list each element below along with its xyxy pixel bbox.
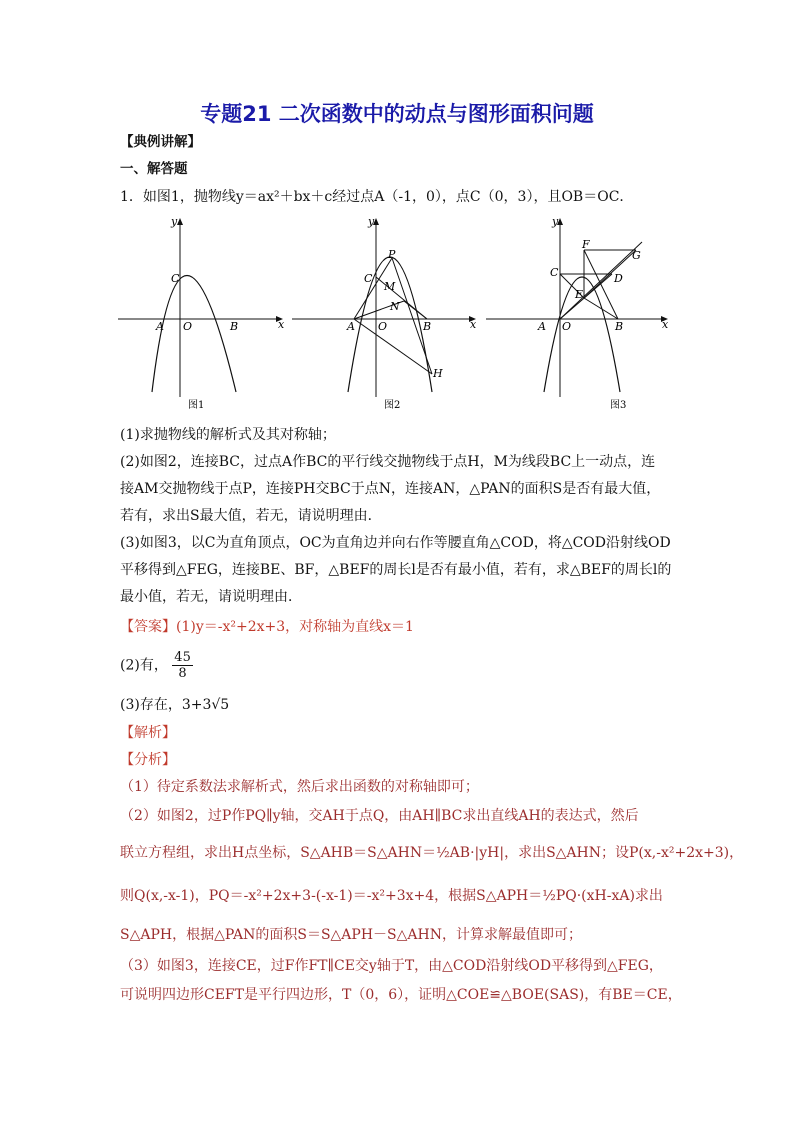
section-example: 【典例讲解】: [120, 134, 201, 150]
question-3-line: 平移得到△FEG，连接BE、BF，△BEF的周长l是否有最小值，若有，求△BEF的周长l的: [120, 562, 672, 578]
question-2-line: 接AM交抛物线于点P，连接PH交BC于点N，连接AN，△PAN的面积S是否有最大值，: [120, 481, 661, 497]
fig2-label: x: [470, 318, 477, 331]
fig3-label: D: [614, 272, 623, 285]
fig2-caption: 图2: [384, 400, 401, 410]
fig2-label: C: [364, 272, 373, 285]
analysis-p2-line: S△APH，根据△PAN的面积S＝S△APH－S△AHN，计算求解最值即可；: [120, 927, 582, 943]
answer-1: (1)y＝-x²+2x+3，对称轴为直线x＝1: [176, 619, 414, 635]
fig2-label: O: [378, 320, 388, 333]
figure-3: [486, 212, 674, 410]
question-2-line: 若有，求出S最大值，若无，请说明理由．: [120, 508, 382, 524]
fig1-label: B: [230, 320, 239, 333]
fig3-label: A: [538, 320, 546, 333]
fig2-label: M: [384, 280, 396, 293]
fig1-label: O: [183, 320, 193, 333]
fig3-label: C: [550, 266, 559, 279]
answer-2-numerator: 45: [174, 650, 191, 665]
question-1: (1)求抛物线的解析式及其对称轴；: [120, 427, 336, 443]
question-2-line: (2)如图2，连接BC，过点A作BC的平行线交抛物线于点H，M为线段BC上一动点，连: [120, 454, 656, 470]
answer-2-prefix: (2)有，: [120, 657, 168, 674]
fig1-label: x: [278, 318, 285, 331]
fig3-caption: 图3: [610, 400, 627, 410]
fig3-label: y: [552, 215, 559, 228]
analysis-p1: （1）待定系数法求解析式，然后求出函数的对称轴即可；: [120, 779, 479, 795]
fig3-label: E: [575, 288, 584, 301]
answer-2-fraction: [172, 650, 193, 681]
fig3-label: B: [615, 320, 624, 333]
fig2-label: y: [368, 215, 375, 228]
figure-1: [118, 212, 290, 410]
analysis-p3-line: 可说明四边形CEFT是平行四边形，T（0，6），证明△COE≌△BOE(SAS)，有BE＝CE，: [120, 987, 682, 1003]
answer-line-1: [120, 616, 414, 636]
problem-stem: 1．如图1，抛物线y＝ax²＋bx＋c经过点A（-1，0），点C（0，3），且OB＝OC．: [120, 189, 634, 205]
section-answers: 一、解答题: [120, 161, 188, 177]
fig2-label: H: [433, 367, 443, 380]
fig1-label: A: [156, 320, 164, 333]
answer-2-denominator: 8: [178, 666, 187, 681]
analysis-tag: 【解析】: [120, 725, 176, 741]
fig2-label: P: [388, 248, 396, 261]
fig2-label: B: [423, 320, 432, 333]
question-3-line: 最小值，若无，请说明理由．: [120, 589, 302, 605]
answer-line-2: [120, 650, 193, 681]
fig3-label: F: [582, 238, 590, 251]
answer-tag: 【答案】: [120, 619, 176, 635]
page-title: 专题21 二次函数中的动点与图形面积问题: [200, 102, 594, 126]
answer-3: (3)存在，3+3√5: [120, 697, 230, 713]
figure-2: [292, 212, 482, 410]
analysis-p3-line: （3）如图3，连接CE，过F作FT∥CE交y轴于T，由△COD沿射线OD平移得到△FEG，: [120, 958, 663, 974]
fig3-label: O: [562, 320, 572, 333]
fig3-label: x: [662, 318, 669, 331]
question-3-line: (3)如图3，以C为直角顶点，OC为直角边并向右作等腰直角△COD，将△COD沿射线OD: [120, 535, 671, 551]
fig2-label: N: [390, 300, 400, 313]
fig2-label: A: [347, 320, 355, 333]
analysis-p2-line: 联立方程组，求出H点坐标，S△AHB＝S△AHN＝½AB·|yH|，求出S△AHN；设P(x,-x²+2x+3)，: [120, 845, 744, 861]
analysis-subtag: 【分析】: [120, 752, 176, 768]
fig3-label: G: [632, 249, 641, 262]
fig1-label: C: [171, 272, 180, 285]
analysis-p2-line: 则Q(x,-x-1)，PQ＝-x²+2x+3-(-x-1)＝-x²+3x+4，根据S△APH＝½PQ·(xH-xA)求出: [120, 888, 663, 904]
fig1-label: y: [171, 215, 178, 228]
analysis-p2-line: （2）如图2，过P作PQ∥y轴，交AH于点Q，由AH∥BC求出直线AH的表达式，然后: [120, 808, 639, 824]
fig1-caption: 图1: [188, 400, 205, 410]
